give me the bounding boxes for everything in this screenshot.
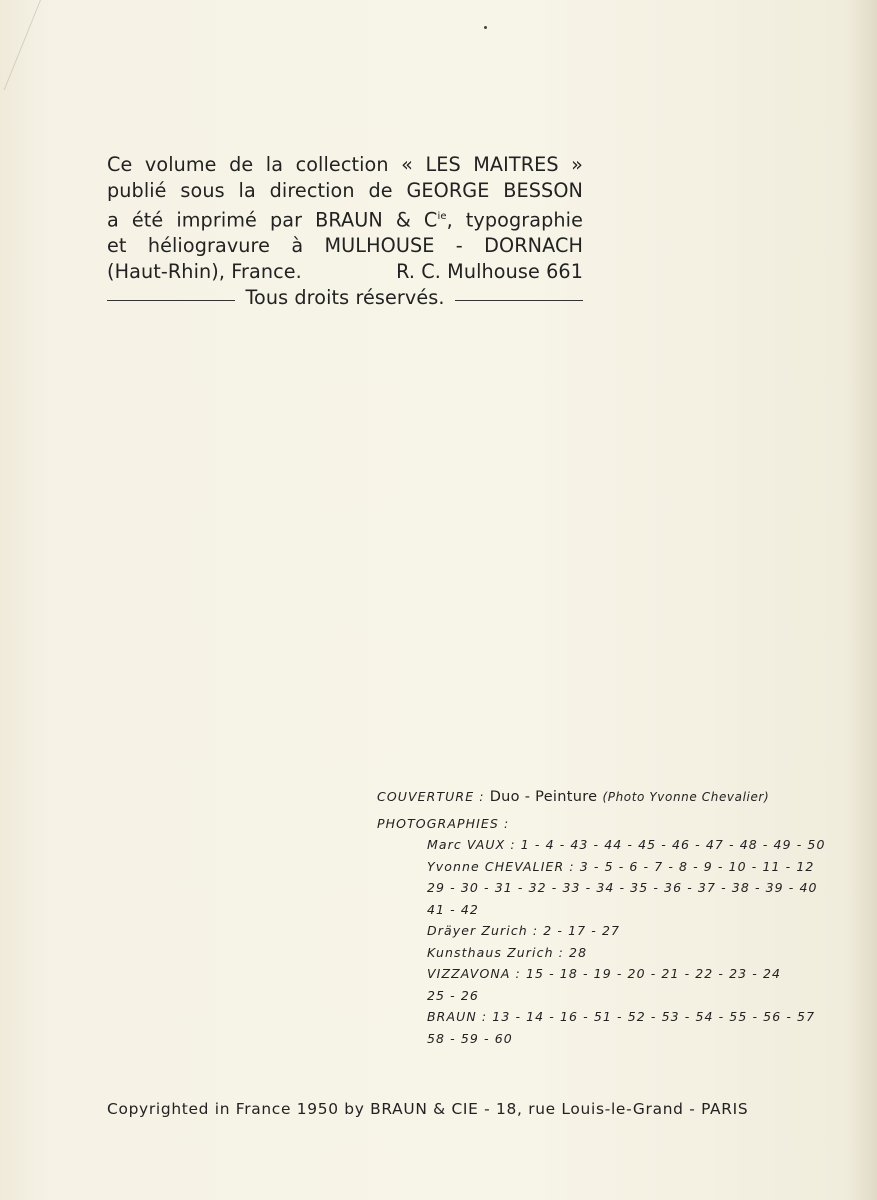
paper-edge-shadow [847, 0, 877, 1200]
colophon-printer-text: a été imprimé par BRAUN & C [107, 208, 438, 232]
colophon-line: publié sous la direction de GEORGE BESSON [107, 179, 583, 202]
credit-entry: VIZZAVONA : 15 - 18 - 19 - 20 - 21 - 22 - 23 - 24 [427, 966, 782, 981]
paper-fold-line [0, 0, 41, 90]
cover-photo-credit: (Photo Yvonne Chevalier) [602, 790, 770, 804]
cover-label: COUVERTURE : [377, 789, 485, 804]
cover-title: Duo - Peinture [489, 789, 598, 805]
paper-speck [484, 26, 487, 29]
rights-text: Tous droits réservés. [245, 286, 445, 310]
cover-credit [377, 786, 787, 809]
colophon-registry: R. C. Mulhouse 661 [396, 260, 583, 284]
credit-entry: BRAUN : 13 - 14 - 16 - 51 - 52 - 53 - 54 - 55 - 56 - 57 [427, 1009, 816, 1024]
credit-entry: 58 - 59 - 60 [427, 1030, 513, 1046]
colophon-printer-suffix: , typographie [446, 208, 583, 232]
rights-line [107, 285, 583, 311]
colophon-location: (Haut-Rhin), France. [107, 260, 302, 284]
credit-entry: 25 - 26 [427, 987, 479, 1003]
photos-label: PHOTOGRAPHIES : [377, 815, 510, 831]
copyright-footer: Copyrighted in France 1950 by BRAUN & CIE - 18, rue Louis-le-Grand - PARIS [107, 1100, 749, 1118]
rule-right [455, 300, 583, 301]
colophon-block [107, 152, 583, 311]
credit-entry: Yvonne CHEVALIER : 3 - 5 - 6 - 7 - 8 - 9 - 10 - 11 - 12 [427, 858, 815, 874]
credit-entry: Kunsthaus Zurich : 28 [427, 944, 588, 960]
colophon-line: Ce volume de la collection « LES MAITRES » [107, 153, 583, 176]
colophon-printer-superscript: ie [437, 211, 447, 222]
credit-entry: Marc VAUX : 1 - 4 - 43 - 44 - 45 - 46 - 47 - 48 - 49 - 50 [427, 837, 826, 852]
photo-credits-block [377, 786, 826, 1049]
colophon-line [107, 259, 583, 285]
credit-entry: Dräyer Zurich : 2 - 17 - 27 [427, 923, 621, 938]
rule-left [107, 300, 235, 301]
credit-entry: 41 - 42 [427, 901, 479, 917]
colophon-line [107, 204, 583, 233]
credit-entry: 29 - 30 - 31 - 32 - 33 - 34 - 35 - 36 - 37 - 38 - 39 - 40 [427, 880, 818, 895]
colophon-line: et héliogravure à MULHOUSE - DORNACH [107, 234, 583, 258]
